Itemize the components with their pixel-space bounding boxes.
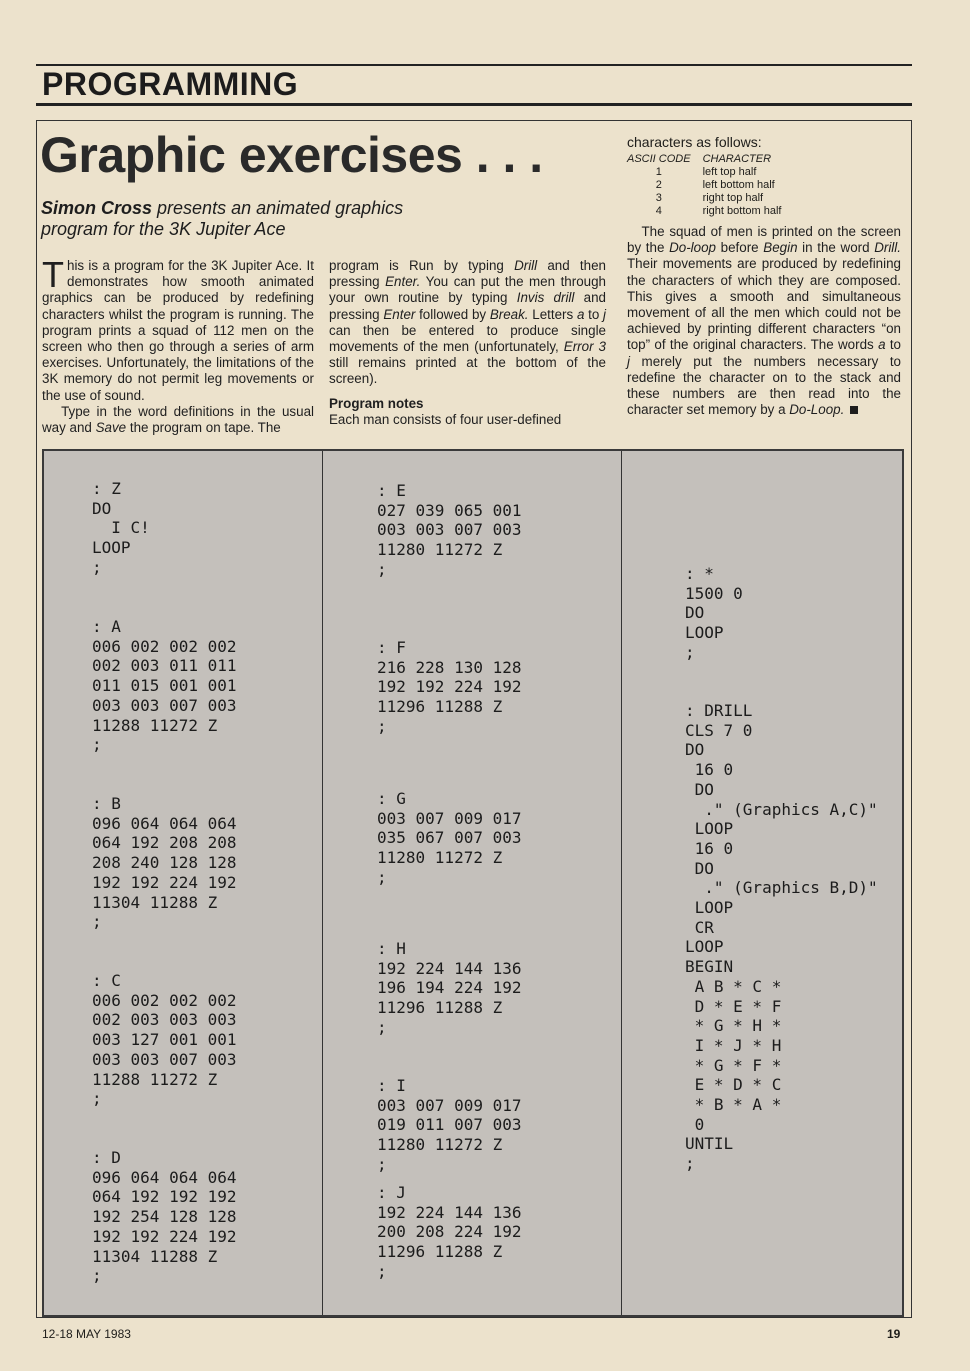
table-intro: characters as follows: — [627, 134, 762, 150]
word-b-definition: : B 096 064 064 064 064 192 208 208 208 240 128 128 192 192 224 192 11304 11288 Z ; — [92, 794, 237, 932]
emphasis-run: j — [627, 353, 630, 369]
listing-column-1 — [44, 451, 323, 1315]
table-header-character: CHARACTER — [702, 153, 772, 165]
ascii-code: 3 — [655, 192, 662, 204]
author-name: Simon Cross — [41, 198, 153, 218]
emphasis-run: Enter. — [385, 274, 421, 290]
emphasis-run: j — [603, 306, 606, 322]
table-row — [627, 166, 793, 179]
section-bottom-rule — [36, 103, 912, 106]
paragraph-2a: Type in the word definitions in the usual way and — [42, 403, 314, 436]
paragraph-1: his is a program for the 3K Jupiter Ace. It demonstrates how smooth animated graphics can be produced by redefining characters whilst the program is running. The program prints a squad of 112 men on the screen who then go through a series of arm exercises. Unfortunately, the limitations of the 3K memory do not permit leg movements or the use of sound. — [42, 258, 314, 403]
text-run: Their movements are produced by redefining the characters of which they are composed. This gives a smooth and simultaneous movement of all the men which could not be achieved by printing different characters “on top” of the original characters. The words — [627, 256, 901, 353]
character-desc: right top half — [702, 192, 764, 204]
text-run: still remains printed at the bottom of the screen). — [329, 355, 606, 387]
standfirst — [41, 198, 461, 240]
text-run: Letters — [528, 306, 577, 322]
text-run: to — [584, 306, 604, 322]
listing-column-2 — [323, 451, 622, 1315]
program-listing — [42, 449, 904, 1317]
emphasis-run: Drill. — [874, 240, 901, 256]
text-run: program is Run by typing — [329, 258, 515, 273]
emphasis-run: Break. — [489, 306, 529, 322]
emphasis-run: Error 3 — [563, 339, 606, 355]
table-row — [627, 179, 793, 192]
text-run: merely put the numbers necessary to redefine the character on to the stack and these numbers are then read into the character set memory by a — [627, 353, 901, 418]
text-run: You can put the men through your own routine by typing — [329, 274, 606, 306]
listing-column-3 — [622, 451, 902, 1315]
ascii-code: 2 — [655, 179, 662, 191]
emphasis-run: Begin — [763, 240, 798, 256]
end-of-article-mark — [850, 406, 858, 414]
emphasis-run: Invis drill — [516, 290, 575, 306]
text-run: before — [715, 240, 764, 256]
emphasis-run: Enter — [383, 306, 416, 322]
program-notes-paragraph: Each man consists of four user-defined — [329, 411, 562, 427]
emphasis-run: a — [878, 337, 886, 353]
body-column-3 — [627, 224, 901, 418]
paragraph-2b: the program on tape. The — [126, 420, 281, 436]
word-g-definition: : G 003 007 009 017 035 067 007 003 11280 11272 Z ; — [377, 789, 522, 887]
emphasis-run: Do-Loop. — [789, 402, 845, 418]
word-i-definition: : I 003 007 009 017 019 011 007 003 11280 11272 Z ; — [377, 1076, 522, 1174]
subheading-program-notes: Program notes — [329, 395, 424, 411]
table-row — [627, 192, 793, 205]
text-run: can then be entered to produce single movements of the men (unfortunately, — [329, 322, 606, 355]
ascii-code: 1 — [655, 166, 662, 178]
body-column-1 — [42, 254, 314, 436]
word-j-definition: : J 192 224 144 136 200 208 224 192 11296 11288 Z ; — [377, 1183, 522, 1281]
section-title: PROGRAMMING — [42, 66, 299, 102]
word-a-definition: : A 006 002 002 002 002 003 011 011 011 015 001 001 003 003 007 003 11288 11272 Z ; — [92, 617, 237, 755]
text-run: The squad of men is printed on the screen by the — [627, 224, 901, 256]
table-row — [627, 205, 793, 218]
ascii-character-table — [627, 152, 793, 218]
word-e-definition: : E 027 039 065 001 003 003 007 003 11280 11272 Z ; — [377, 481, 522, 579]
text-run: in the word — [797, 240, 875, 256]
page-number: 19 — [887, 1327, 901, 1341]
text-run: and pressing — [329, 290, 606, 322]
word-h-definition: : H 192 224 144 136 196 194 224 192 11296 11288 Z ; — [377, 939, 522, 1037]
drop-cap: T — [42, 254, 64, 295]
emphasis-run: Do-loop — [669, 240, 716, 256]
word-star-definition: : * 1500 0 DO LOOP ; — [685, 564, 743, 662]
character-desc: right bottom half — [702, 205, 782, 217]
text-run: and then pressing — [329, 258, 606, 290]
ascii-code: 4 — [655, 205, 662, 217]
standfirst-text: presents an animated graphics program for the 3K Jupiter Ace — [41, 198, 404, 239]
word-c-definition: : C 006 002 002 002 002 003 003 003 003 127 001 001 003 003 007 003 11288 11272 Z ; — [92, 971, 237, 1109]
word-f-definition: : F 216 228 130 128 192 192 224 192 11296 11288 Z ; — [377, 638, 522, 736]
character-desc: left top half — [702, 166, 757, 178]
text-run: to — [885, 337, 902, 353]
word-d-definition: : D 096 064 064 064 064 192 192 192 192 254 128 128 192 192 224 192 11304 11288 Z ; — [92, 1148, 237, 1286]
table-header-code: ASCII CODE — [627, 153, 691, 165]
article-title: Graphic exercises . . . — [40, 127, 543, 183]
issue-date: 12-18 MAY 1983 — [42, 1327, 131, 1341]
character-desc: left bottom half — [702, 179, 775, 191]
word-z-definition: : Z DO I C! LOOP ; — [92, 479, 150, 577]
word-drill-definition: : DRILL CLS 7 0 DO 16 0 DO ." (Graphics A,C)" LOOP 16 0 DO ." (Graphics B,D)" LOOP CR LOOP BEGIN A B * C * D * E * F * G * H * I * J * H * G * F * E * D * C * B * A * 0 UNTIL ; — [685, 701, 878, 1174]
emphasis-run: Drill — [514, 258, 538, 273]
emphasis-run: a — [576, 306, 585, 322]
paragraph-2-emphasis: Save — [95, 420, 127, 436]
body-column-2 — [329, 258, 606, 428]
text-run: followed by — [415, 306, 490, 322]
